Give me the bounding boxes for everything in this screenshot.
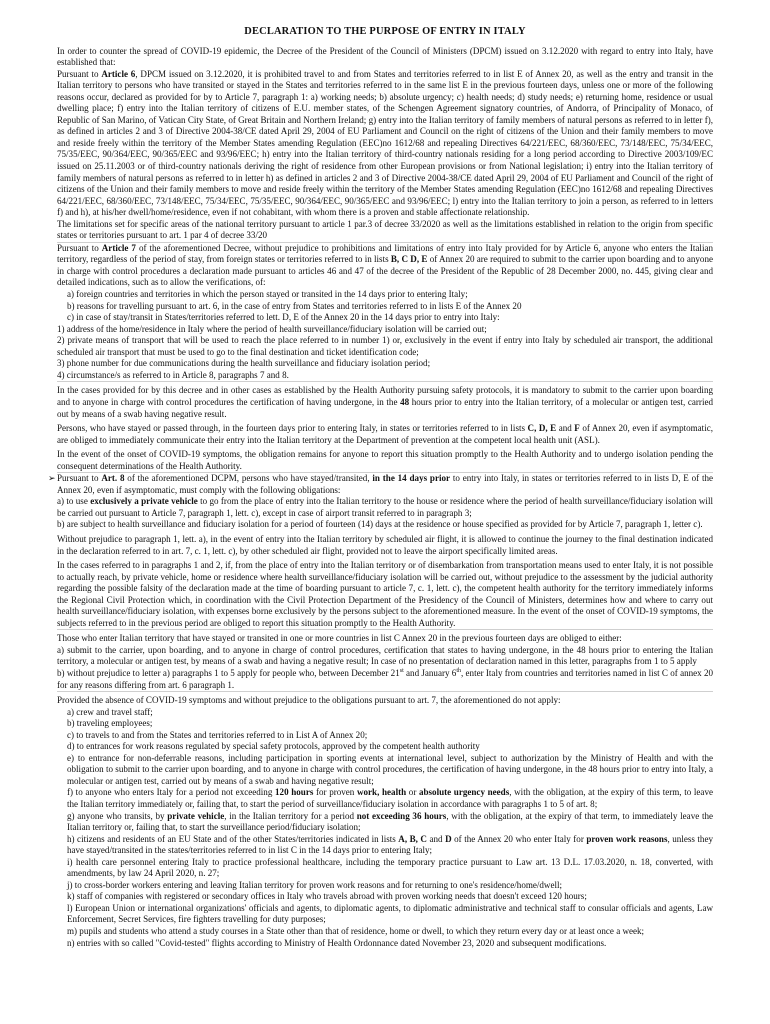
event-paragraph: In the event of the onset of COVID-19 symptoms, the obligation remains for anyone to report this situation promptly to the Health Authority and to undergo isolation pending the consequent determinations of the Health Authority. <box>57 449 713 471</box>
list-item: d) to entrances for work reasons regulated by special safety protocols, approved by the competent health authority <box>67 741 480 752</box>
art7-letter-list <box>57 289 713 324</box>
art8-label: Art. 8 <box>101 473 125 484</box>
ex-h-mid2: of the Annex 20 who enter Italy for <box>451 833 587 844</box>
list-c-b-pre: b) without prejudice to letter a) paragraphs 1 to 5 apply for people who, between December 21 <box>57 667 400 678</box>
list-item: c) in case of stay/transit in States/territories referred to lett. D, E of the Annex 20 in the 14 days prior to entry into Italy: <box>67 312 500 323</box>
persons-paragraph <box>57 423 713 446</box>
list-item: 2) private means of transport that will be used to reach the place referred to in number 1) or, exclusively in the event if entry into Italy by scheduled air transport, the additional scheduled air transport that must be used to go to the final destination and ticket identification code; <box>57 335 713 357</box>
list-item <box>67 811 713 834</box>
persons-post: of Annex 20, even if asymptomatic, are obliged to immediately communicate their entry into the Italian territory at the Department of prevention at the competent local health unit (ASL). <box>57 423 713 445</box>
cases-paragraph <box>57 385 713 420</box>
list-item: a) foreign countries and territories in which the person stayed or transited in the 14 days prior to entering Italy; <box>67 289 468 300</box>
ex-h-pre: h) citizens and residents of an EU State and of the other States/territories indicated in lists <box>67 833 399 844</box>
list-c-intro: Those who enter Italian territory that have stayed or transited in one or more countries in list C Annex 20 in the previous fourteen days are obliged to either: <box>57 633 622 644</box>
list-item <box>67 834 713 857</box>
persons-mid: and <box>556 423 575 434</box>
ex-g-b1: private vehicle <box>167 810 225 821</box>
art7-body: of the aforementioned Decree, without prejudice to prohibitions and limitations of entry into Italy provided for by Article 6, anyone who enters the Italian territory, regardless of the period of stay, from foreign states or territories referred to in lists <box>57 242 713 265</box>
list-item: l) European Union or international organizations' officials and agents, to diplomatic agents, to diplomatic administrative and technical staff to consular officials and agents, Law Enforcement, Secret Services, fire fighters travelling for duty purposes; <box>67 902 713 925</box>
art8-body: of the aforementioned DCPM, persons who have stayed/transited, <box>124 473 373 484</box>
list-item: n) entries with so called "Covid-tested" flights according to Ministry of Health Ordonnance dated November 23, 2020 and subsequent modifications. <box>67 937 607 948</box>
without-prejudice-paragraph: Without prejudice to paragraph 1, lett. a), in the event of entry into the Italian territory by scheduled air flight, it is allowed to continue the journey to the final destination indicated in the declaration referred to in art. 7, c. 1, lett. c), by other scheduled air flight, provided not to leave the airport specifically limited areas. <box>57 533 713 556</box>
list-item: k) staff of companies with registered or secondary offices in Italy who travels abroad with proven working needs that doesn't exceed 120 hours; <box>67 891 587 902</box>
ex-g-mid: , in the Italian territory for a period <box>224 810 357 821</box>
persons-lists: C, D, E <box>527 423 557 434</box>
ex-f-post: , with the obligation, at the expiry of this term, to leave the Italian territory immediately or, failing that, to start the period of surveillance/fiduciary isolation in accordance with paragraphs 1 to 5 of art. 8; <box>67 787 713 809</box>
art6-pre: Pursuant to <box>57 68 102 79</box>
ex-f-mid2: or <box>406 787 419 798</box>
list-item: m) pupils and students who attend a study courses in a State other than that of residence, home or dwell, to which they return every day or at least once a week; <box>67 926 645 937</box>
list-item: b) reasons for travelling pursuant to art. 6, in the case of entry from States and territories referred to in lists E of the Annex 20 <box>67 300 522 311</box>
list-item: 1) address of the home/residence in Italy where the period of health surveillance/fiduciary isolation will be carried out; <box>57 323 487 334</box>
arrow-bullet-icon: ➢ <box>48 473 56 484</box>
art7-body2: of Annex 20 are required to submit to the carrier upon boarding and to anyone in charge with control procedures a declaration made pursuant to articles 46 and 47 of the decree of the President of the Republic of 28 December 2000, no. 445, giving clear and detailed indications, such as to allow the verifications, of: <box>57 254 713 288</box>
list-item: a) crew and travel staff; <box>67 706 153 717</box>
persons-pre: Persons, who have stayed or passed through, in the fourteen days prior to entering Italy, in states or territories referred to in lists <box>57 423 528 434</box>
list-item: i) health care personnel entering Italy to practice professional healthcare, including the temporary practice pursuant to Law art. 13 D.L. 17.03.2020, n. 18, converted, with amendments, by law 24 April 2020, n. 27; <box>67 856 713 879</box>
list-item: a) submit to the carrier, upon boarding, and to anyone in charge of control procedures, certification that states to having undergone, in the 48 hours prior to entering the Italian territory, a molecular or antigen test, by means of a swab and having a negative result; In case of no presentation of declaration named in this letter, paragraphs from 1 to 5 apply <box>57 644 713 667</box>
cases-pre: In the cases provided for by this decree and in other cases as established by the Health Authority pursuing safety protocols, it is mandatory to submit to the carrier upon boarding and to anyone in charge with control procedures the certification of having undergone, in the <box>57 385 713 407</box>
art7-pre: Pursuant to <box>57 242 102 253</box>
art6-label: Article 6 <box>101 68 136 79</box>
divider <box>57 381 713 382</box>
intro-paragraph: In order to counter the spread of COVID-19 epidemic, the Decree of the President of the Council of Ministers (DPCM) issued on 3.12.2020 with regard to entry into Italy, have established that: <box>57 45 713 68</box>
list-c-b-sup1: st <box>399 667 404 674</box>
art6-body: , DPCM issued on 3.12.2020, it is prohibited travel to and from States and territories referred to in list E of Annex 20, as well as the entry and transit in the Italian territory to persons who have transited or stayed in the States and territories referred to in the same list E in the previous fourteen days, unless one or more of the following reasons occur, declared as provided for by to Article 7, paragraph 1: a) working needs; b) absolute urgency; c) health needs; d) study needs; e) returning home, residence or usual dwelling place; f) entry into the Italian territory of citizens of E.U. member states, of the Schengen Agreement signatory countries, of Andorra, of Principality of Monaco, of Republic of San Marino, of Vatican City State, of Great Britain and Northern Ireland; g) entry into the Italian territory of family members of natural persons as referred to in letter f), as defined in articles 2 and 3 of Directive 2004-38/CE dated April 29, 2004 of EU Parliament and Council on the right of citizens of the Union and their family members to move and reside freely within the territory of the Member States amending Regulation (EEC)no 1612/68 and repealing Directives 64/221/EEC, 68/360/EEC, 73/148/EEC, 75/34/EEC, 75/35/EEC, 90/364/EEC, 90/365/EEC and 93/96/EEC; h) entry into the Italian territory of third-country nationals residing for a long period according to Directive 2003/109/EC issued on 25.11.2003 or of third-country nationals deriving the right of residence from other European provisions or from National legislation; i) entry into the Italian territory of family members of natural persons as referred to in letter h) as defined in articles 2 and 3 of Directive 2004-38/CE dated April 29, 2004 of EU Parliament and Council of the right of citizens of the Union and their family members to move and reside freely within the territory of the Member States amending Regulation (EEC)no 1612/68 and repealing Directives 64/221/EEC, 68/360/EEC, 73/148/EEC, 75/34/EEC, 75/35/EEC, 90/364/EEC, 90/365/EEC and 93/96/EEC; l) entry into the Italian territory to join a person, as referred to in letters f) and h), at his/her dwell/home/residence, even if not cohabitant, with whom there is a proven and stable affectionate relationship. <box>57 68 713 218</box>
article-8-paragraph <box>48 473 714 496</box>
ex-g-pre: g) anyone who transits, by <box>67 810 168 821</box>
list-item <box>67 787 713 810</box>
art8-days: in the 14 days prior <box>372 473 451 484</box>
list-c-b-mid: and January 6 <box>403 667 457 678</box>
art8-body2: to entry into Italy, in states or territories referred to in lists D, E of the Annex 20, even if asymptomatic, must comply with the following obligations: <box>57 473 714 495</box>
list-item: b) are subject to health surveillance and fiduciary isolation for a period of fourteen (14) days at the residence or house specified as provided for by Article 7, paragraph 1, letter c). <box>57 519 703 530</box>
article-6-paragraph <box>57 69 713 219</box>
list-c-b-sup2: th <box>456 667 461 674</box>
ex-f-b2: work, health <box>356 787 407 798</box>
persons-list-f: F <box>574 423 580 434</box>
limitations-paragraph: The limitations set for specific areas of the national territory pursuant to article 1 par.3 of decree 33/2020 as well as the limitations established in relation to the origin from specific states or territories pursuant to art. 1 par 4 of decree 33/20 <box>57 218 713 241</box>
list-item <box>57 668 713 691</box>
exemptions-list <box>57 707 713 949</box>
list-item: b) traveling employees; <box>67 718 153 729</box>
ex-f-b3: absolute urgency needs <box>418 787 510 798</box>
art7-label: Article 7 <box>101 242 136 253</box>
list-item: 4) circumstance/s as referred to in Article 8, paragraphs 7 and 8. <box>57 369 289 380</box>
ex-f-mid1: for proven <box>313 787 357 798</box>
ex-h-post: , unless they have stayed/transited in the states/territories referred to in list C in the 14 days prior to entering Italy; <box>67 833 713 856</box>
exemptions-intro: Provided the absence of COVID-19 symptoms and without prejudice to the obligations pursuant to art. 7, the aforementioned do not apply: <box>57 695 561 706</box>
article-7-paragraph <box>57 243 713 289</box>
list-item <box>57 496 713 519</box>
list-item: 3) phone number for due communications during the health surveillance and fiduciary isolation period; <box>57 358 431 369</box>
list-item: c) to travels to and from the States and territories referred to in List A of Annex 20; <box>67 729 368 740</box>
document-title: DECLARATION TO THE PURPOSE OF ENTRY IN ITALY <box>244 26 526 37</box>
cases-hours: 48 <box>400 396 410 407</box>
ex-h-b3: proven work reasons <box>586 833 668 844</box>
list-item: e) to entrance for non-deferrable reasons, including participation in sporting events at international level, subject to authorization by the Ministry of Health and with the obligation to submit to the carrier upon boarding, and to anyone in charge with control procedures, the certification of having undergone, in the 48 hours prior to entry into Italy, a molecular or antigen test, carried out by means of a swab and having negative result; <box>67 752 713 786</box>
cases-post: hours prior to entry into the Italian territory, of a molecular or antigen test, carried out by means of a swab having negative result. <box>57 396 713 419</box>
ex-f-pre: f) to anyone who enters Italy for a period not exceeding <box>67 787 276 798</box>
ex-f-b1: 120 hours <box>275 787 314 798</box>
ex-h-mid: and <box>426 833 446 844</box>
list-item: j) to cross-border workers entering and leaving Italian territory for proven work reasons and for returning to one's residence/home/dwell; <box>67 879 563 890</box>
art8-a-bold: exclusively a private vehicle <box>90 496 198 507</box>
ex-g-b2: not exceeding 36 hours <box>356 810 447 821</box>
ex-h-b2: D <box>445 833 452 844</box>
ex-g-post: , with the obligation, at the expiry of that term, to immediately leave the Italian territory or, failing that, to start the surveillance period/fiduciary isolation; <box>67 810 713 833</box>
art7-lists: B, C D, E <box>390 254 428 265</box>
divider <box>57 691 713 692</box>
divider <box>57 629 713 630</box>
ex-h-b1: A, B, C <box>398 833 427 844</box>
paragraphs-1-2-paragraph: In the cases referred to in paragraphs 1 and 2, if, from the place of entry into the Italian territory or of disembarkation from transportation means used to enter Italy, it is not possible to actually reach, by private vehicle, home or residence where health surveillance/fiduciary isolation will be carried out, without prejudice to the assessment by the judicial authority regarding the possible falsity of the declaration made at the time of boarding pursuant to article 7, c. 1, lett. c), the competent health authority for the territory immediately informs the Regional Civil Protection which, in coordination with the Civil Protection Department of the Presidency of the Council of Ministers, determines how and where to carry out health surveillance/fiduciary isolation, with expenses borne exclusively by the persons subject to the aforementioned measure. In the event of the onset of COVID-19 symptoms, the subjects referred to in the previous period are obliged to report this situation promptly to the Health Authority. <box>57 560 713 628</box>
art8-a-post: to go from the place of entry into the Italian territory to the house or residence where the period of health surveillance/fiduciary isolation will be carried out pursuant to Article 7, paragraph 1, lett. c), except in case of airport transit referred to in paragraph 3; <box>57 496 713 518</box>
art8-pre: Pursuant to <box>57 473 102 484</box>
art8-a-pre: a) to use <box>57 496 91 507</box>
list-c-b-post: , enter Italy from countries and territories named in list C of annex 20 for any reasons differing from art. 6 paragraph 1. <box>57 667 713 690</box>
